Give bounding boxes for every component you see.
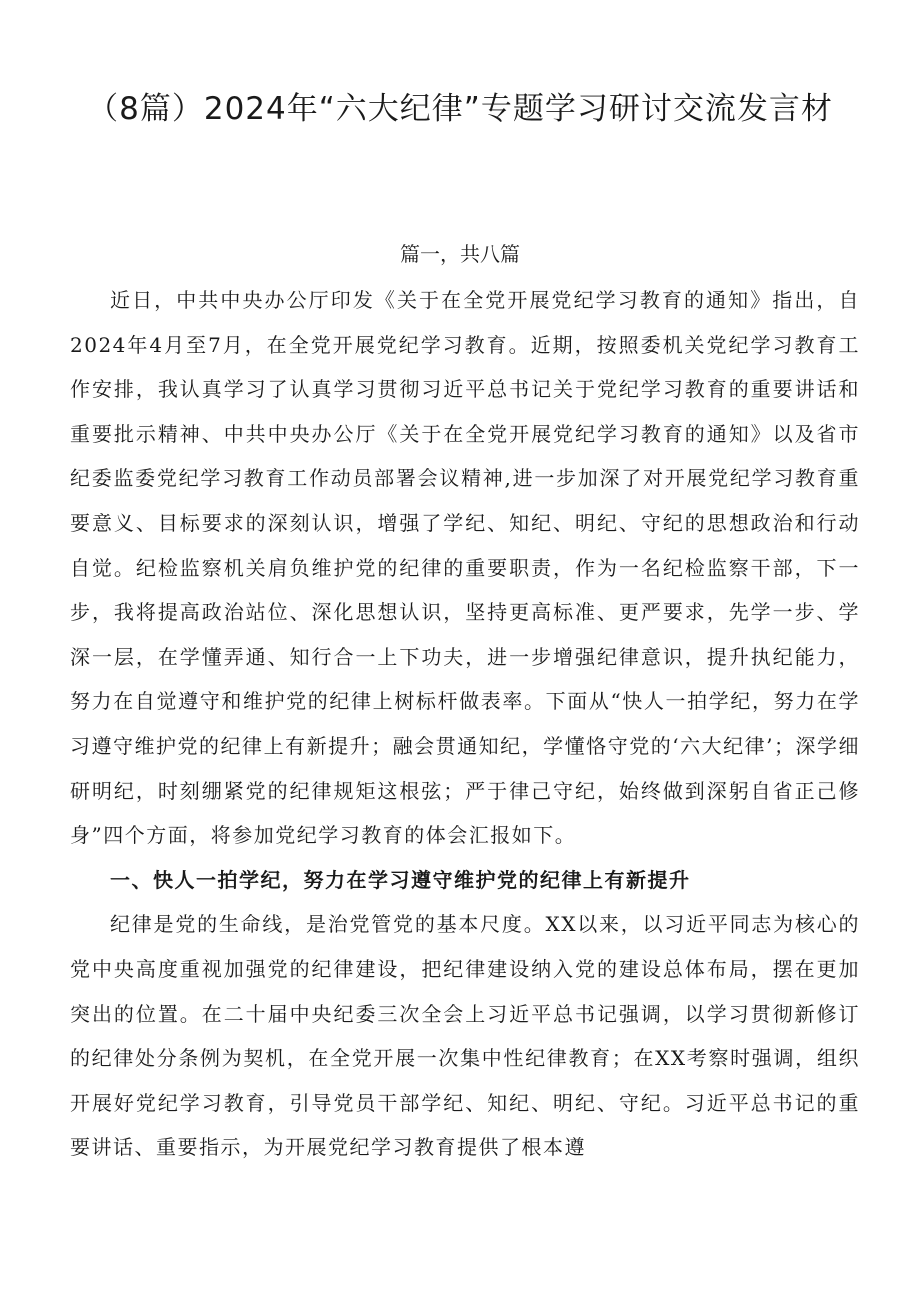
document-body (70, 278, 860, 1170)
document-title: （8篇）2024年“六大纪律”专题学习研讨交流发言材 (87, 91, 833, 127)
section-heading: 一、快人一拍学纪，努力在学习遵守维护党的纪律上有新提升 (110, 867, 691, 892)
document-subtitle: 篇一，共八篇 (400, 242, 520, 266)
body-paragraph: 纪律是党的生命线，是治党管党的基本尺度。XX以来，以习近平同志为核心的党中央高度重视加强党的纪律建设，把纪律建设纳入党的建设总体布局，摆在更加突出的位置。在二十届中央纪委三次全会上习近平总书记强调，以学习贯彻新修订的纪律处分条例为契机，在全党开展一次集中性纪律教育；在XX考察时强调，组织开展好党纪学习教育，引导党员干部学纪、知纪、明纪、守纪。习近平总书记的重要讲话、重要指示，为开展党纪学习教育提供了根本遵 (70, 912, 860, 1160)
body-paragraph: 近日，中共中央办公厅印发《关于在全党开展党纪学习教育的通知》指出，自2024年4月至7月，在全党开展党纪学习教育。近期，按照委机关党纪学习教育工作安排，我认真学习了认真学习贯彻习近平总书记关于党纪学习教育的重要讲话和重要批示精神、中共中央办公厅《关于在全党开展党纪学习教育的通知》以及省市纪委监委党纪学习教育工作动员部署会议精神,进一步加深了对开展党纪学习教育重要意义、目标要求的深刻认识，增强了学纪、知纪、明纪、守纪的思想政治和行动自觉。纪检监察机关肩负维护党的纪律的重要职责，作为一名纪检监察干部，下一步，我将提高政治站位、深化思想认识，坚持更高标准、更严要求，先学一步、学深一层，在学懂弄通、知行合一上下功夫，进一步增强纪律意识，提升执纪能力，努力在自觉遵守和维护党的纪律上树标杆做表率。下面从“快人一拍学纪，努力在学习遵守维护党的纪律上有新提升；融会贯通知纪，学懂恪守党的‘六大纪律’；深学细研明纪，时刻绷紧党的纪律规矩这根弦；严于律己守纪，始终做到深躬自省正己修身”四个方面，将参加党纪学习教育的体会汇报如下。 (70, 288, 860, 848)
